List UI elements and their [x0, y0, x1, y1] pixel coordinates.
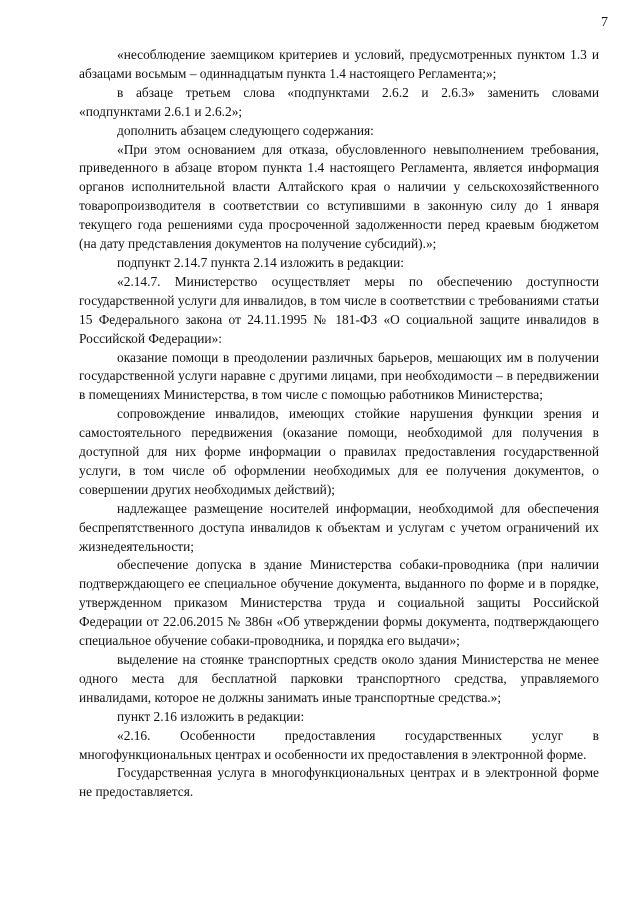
paragraph: сопровождение инвалидов, имеющих стойкие нарушения функции зрения и самостоятельного передвижения (оказание помощи, необходимой для получения в доступной для них форме информации о правилах предоставления государственной услуги, в том числе об оформлении необходимых для ее получения документов, о совершении других необходимых действий);: [79, 406, 599, 497]
paragraph: «несоблюдение заемщиком критериев и условий, предусмотренных пунктом 1.3 и абзацами восьмым – одиннадцатым пункта 1.4 настоящего Регламента;»;: [79, 47, 599, 81]
paragraph: выделение на стоянке транспортных средств около здания Министерства не менее одного места для бесплатной парковки транспортного средства, управляемого инвалидами, которое не должны занимать иные транспортные средства.»;: [79, 652, 599, 705]
paragraph: в абзаце третьем слова «подпунктами 2.6.2 и 2.6.3» заменить словами «подпунктами 2.6.1 и 2.6.2»;: [79, 84, 599, 119]
paragraph: обеспечение допуска в здание Министерства собаки-проводника (при наличии подтверждающего ее специальное обучение документа, выданного по форме и в порядке, утвержденном приказом Министерства труда и социальной защиты Российской Федерации от 22.06.2015 № 386н «Об утверждении формы документа, подтверждающего специальное обучение собаки-проводника, и порядка его выдачи»;: [79, 557, 599, 649]
paragraph: «2.14.7. Министерство осуществляет меры по обеспечению доступности государственной услуги для инвалидов, в том числе в соответствии с требованиями статьи 15 Федерального закона от 24.11.1995 № 181-ФЗ «О социальной защите инвалидов в Российской Федерации»:: [79, 273, 599, 346]
paragraph: надлежащее размещение носителей информации, необходимой для обеспечения беспрепятственного доступа инвалидов к объектам и услугам с учетом ограничений их жизнедеятельности;: [79, 500, 599, 554]
document-body: [79, 46, 599, 802]
paragraph: пункт 2.16 изложить в редакции:: [117, 708, 305, 724]
paragraph: оказание помощи в преодолении различных барьеров, мешающих им в получении государственной услуги наравне с другими лицами, при необходимости – в передвижении в помещениях Министерства, в том числе с помощью работников Министерства;: [79, 349, 599, 403]
paragraph: подпункт 2.14.7 пункта 2.14 изложить в редакции:: [117, 254, 404, 270]
paragraph: дополнить абзацем следующего содержания:: [117, 122, 374, 138]
paragraph: «При этом основанием для отказа, обусловленного невыполнением требования, приведенного в абзаце втором пункта 1.4 настоящего Регламента, является информация органов исполнительной власти Алтайского края о наличии у сельскохозяйственного товаропроизводителя в соответствии со вступившими в законную силу до 1 января текущего года решениями суда просроченной задолженности перед краевым бюджетом (на дату представления документов на получение субсидий).»;: [79, 141, 599, 252]
paragraph: «2.16. Особенности предоставления государственных услуг в многофункциональных центрах и особенности их предоставления в электронной форме.: [79, 727, 599, 762]
paragraph: Государственная услуга в многофункциональных центрах и в электронной форме не предоставляется.: [79, 765, 599, 800]
page-number: 7: [601, 15, 608, 30]
